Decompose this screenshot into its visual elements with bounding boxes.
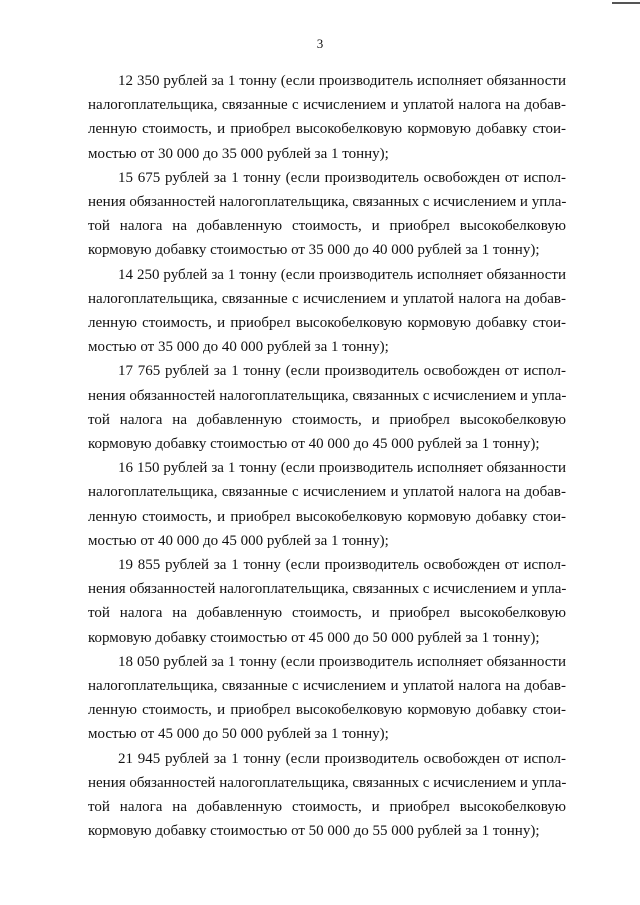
paragraph-line: налогоплательщика, связанные с исчислением и уплатой налога на добав- xyxy=(88,97,566,114)
paragraph-line: мостью от 30 000 до 35 000 рублей за 1 тонну); xyxy=(88,145,389,162)
scan-edge-mark xyxy=(612,2,640,4)
paragraph-line: 12 350 рублей за 1 тонну (если производитель исполняет обязанности xyxy=(118,73,566,89)
paragraph-line: кормовую добавку стоимостью от 35 000 до 40 000 рублей за 1 тонну); xyxy=(88,242,540,259)
paragraph-line: кормовую добавку стоимостью от 40 000 до 45 000 рублей за 1 тонну); xyxy=(88,436,540,453)
paragraph-line: 18 050 рублей за 1 тонну (если производитель исполняет обязанности xyxy=(118,653,566,670)
paragraph-line: той налога на добавленную стоимость, и приобрел высокобелковую xyxy=(88,605,566,622)
paragraph-line: налогоплательщика, связанные с исчислением и уплатой налога на добав- xyxy=(88,484,566,501)
paragraph-line: 15 675 рублей за 1 тонну (если производитель освобожден от испол- xyxy=(118,169,566,186)
paragraph-line: 16 150 рублей за 1 тонну (если производитель исполняет обязанности xyxy=(118,460,566,477)
paragraph-line: нения обязанностей налогоплательщика, связанных с исчислением и упла- xyxy=(88,774,567,791)
document-body xyxy=(88,69,566,844)
paragraph-line: кормовую добавку стоимостью от 45 000 до 50 000 рублей за 1 тонну); xyxy=(88,629,540,646)
paragraph-line: 19 855 рублей за 1 тонну (если производитель освобожден от испол- xyxy=(118,557,566,574)
paragraph-line: мостью от 35 000 до 40 000 рублей за 1 тонну); xyxy=(88,339,389,356)
paragraph-line: 21 945 рублей за 1 тонну (если производитель освобожден от испол- xyxy=(118,750,566,767)
paragraph-3 xyxy=(88,263,566,360)
paragraph-6 xyxy=(88,553,566,650)
paragraph-line: нения обязанностей налогоплательщика, связанных с исчислением и упла- xyxy=(88,581,567,598)
paragraph-line: той налога на добавленную стоимость, и приобрел высокобелковую xyxy=(88,799,566,816)
paragraph-line: той налога на добавленную стоимость, и приобрел высокобелковую xyxy=(88,411,566,428)
paragraph-8 xyxy=(88,747,566,844)
paragraph-2 xyxy=(88,166,566,263)
paragraph-1 xyxy=(88,69,566,166)
paragraph-line: 14 250 рублей за 1 тонну (если производитель исполняет обязанности xyxy=(118,266,566,283)
paragraph-line: мостью от 45 000 до 50 000 рублей за 1 тонну); xyxy=(88,726,389,743)
paragraph-7 xyxy=(88,650,566,747)
paragraph-line: ленную стоимость, и приобрел высокобелковую кормовую добавку стои- xyxy=(88,702,566,719)
paragraph-line: ленную стоимость, и приобрел высокобелковую кормовую добавку стои- xyxy=(88,121,566,138)
paragraph-5 xyxy=(88,456,566,553)
paragraph-4 xyxy=(88,359,566,456)
paragraph-line: налогоплательщика, связанные с исчислением и уплатой налога на добав- xyxy=(88,678,566,695)
paragraph-line: той налога на добавленную стоимость, и приобрел высокобелковую xyxy=(88,218,566,235)
paragraph-line: нения обязанностей налогоплательщика, связанных с исчислением и упла- xyxy=(88,194,567,211)
paragraph-line: ленную стоимость, и приобрел высокобелковую кормовую добавку стои- xyxy=(88,315,566,332)
paragraph-line: налогоплательщика, связанные с исчислением и уплатой налога на добав- xyxy=(88,290,566,307)
paragraph-line: мостью от 40 000 до 45 000 рублей за 1 тонну); xyxy=(88,532,389,549)
paragraph-line: 17 765 рублей за 1 тонну (если производитель освобожден от испол- xyxy=(118,363,566,380)
paragraph-line: нения обязанностей налогоплательщика, связанных с исчислением и упла- xyxy=(88,387,567,404)
paragraph-line: ленную стоимость, и приобрел высокобелковую кормовую добавку стои- xyxy=(88,508,566,525)
page-number: 3 xyxy=(316,36,324,51)
paragraph-line: кормовую добавку стоимостью от 50 000 до 55 000 рублей за 1 тонну); xyxy=(88,823,540,840)
